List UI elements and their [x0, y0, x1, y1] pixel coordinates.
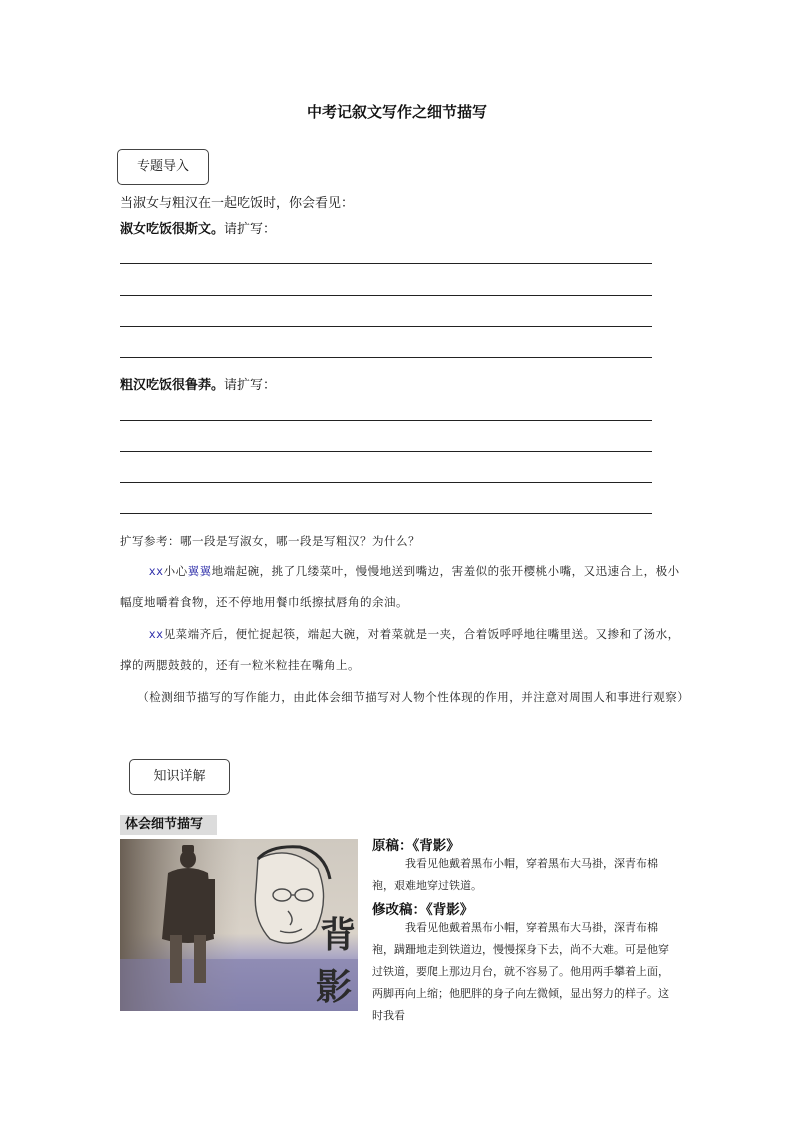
section-tag-knowledge-label: 知识详解	[153, 769, 206, 784]
writing-line[interactable]	[120, 451, 652, 452]
prompt-lady-rest: 请扩写：	[224, 222, 277, 237]
writing-line[interactable]	[120, 295, 652, 296]
revised-text: 我看见他戴着黑布小帽，穿着黑布大马褂，深青布棉袍，蹒跚地走到铁道边，慢慢探身下去，尚不大难。可是他穿过铁道，要爬上那边月台，就不容易了。他用两手攀着上面，两脚再向上缩；他肥胖的身子向左微倾，显出努力的样子。这时我看	[372, 921, 669, 1022]
reference-note: （检测细节描写的写作能力，由此体会细节描写对人物个性体现的作用，并注意对周围人和事进行观察）	[137, 690, 690, 704]
page-title: 中考记叙文写作之细节描写	[306, 103, 487, 121]
prompt-lady	[120, 218, 276, 237]
prompt-man-rest: 请扩写：	[224, 378, 277, 393]
intro-text: 当淑女与粗汉在一起吃饭时，你会看见：	[120, 196, 355, 211]
beiying-illustration	[120, 839, 358, 1011]
calligraphy-ying: 影	[316, 966, 353, 1008]
section-tag-intro	[117, 149, 209, 185]
placeholder-xx: xx	[148, 564, 164, 578]
para2-text: 见菜端齐后，便忙捉起筷，端起大碗，对着菜就是一夹，合着饭呼呼地往嘴里送。又掺和了汤水，撑的两腮鼓鼓的，还有一粒米粒挂在嘴角上。	[120, 627, 680, 672]
sub-section-label: 体会细节描写	[120, 815, 217, 835]
writing-line[interactable]	[120, 263, 652, 264]
reference-question: 扩写参考：哪一段是写淑女，哪一段是写粗汉？为什么？	[120, 534, 420, 548]
revised-title: 修改稿：《背影》	[372, 902, 474, 918]
section-tag-knowledge	[129, 759, 230, 795]
placeholder-xx: xx	[148, 627, 164, 641]
beiying-illustration-svg	[120, 839, 358, 1011]
writing-line[interactable]	[120, 513, 652, 514]
original-text: 我看见他戴着黑布小帽，穿着黑布大马褂，深青布棉袍，艰难地穿过铁道。	[372, 857, 658, 892]
para1-hl: 翼翼	[187, 564, 212, 578]
reference-paragraph-man	[120, 619, 688, 681]
writing-line[interactable]	[120, 357, 652, 358]
section-tag-intro-label: 专题导入	[136, 159, 189, 174]
para1-b: 地端起碗，挑了几缕菜叶，慢慢地送到嘴边，害羞似的张开樱桃小嘴，又迅速合上，极小幅度地嚼着食物，还不停地用餐巾纸擦拭唇角的余油。	[120, 564, 680, 609]
calligraphy-bei: 背	[320, 914, 357, 956]
prompt-man-bold: 粗汉吃饭很鲁莽。	[120, 378, 225, 393]
original-title: 原稿：《背影》	[372, 838, 460, 854]
prompt-man	[120, 374, 276, 393]
writing-line[interactable]	[120, 420, 652, 421]
para1-a: 小心	[163, 564, 188, 578]
prompt-lady-bold: 淑女吃饭很斯文。	[120, 222, 225, 237]
writing-line[interactable]	[120, 482, 652, 483]
reference-paragraph-lady	[120, 556, 688, 618]
writing-line[interactable]	[120, 326, 652, 327]
